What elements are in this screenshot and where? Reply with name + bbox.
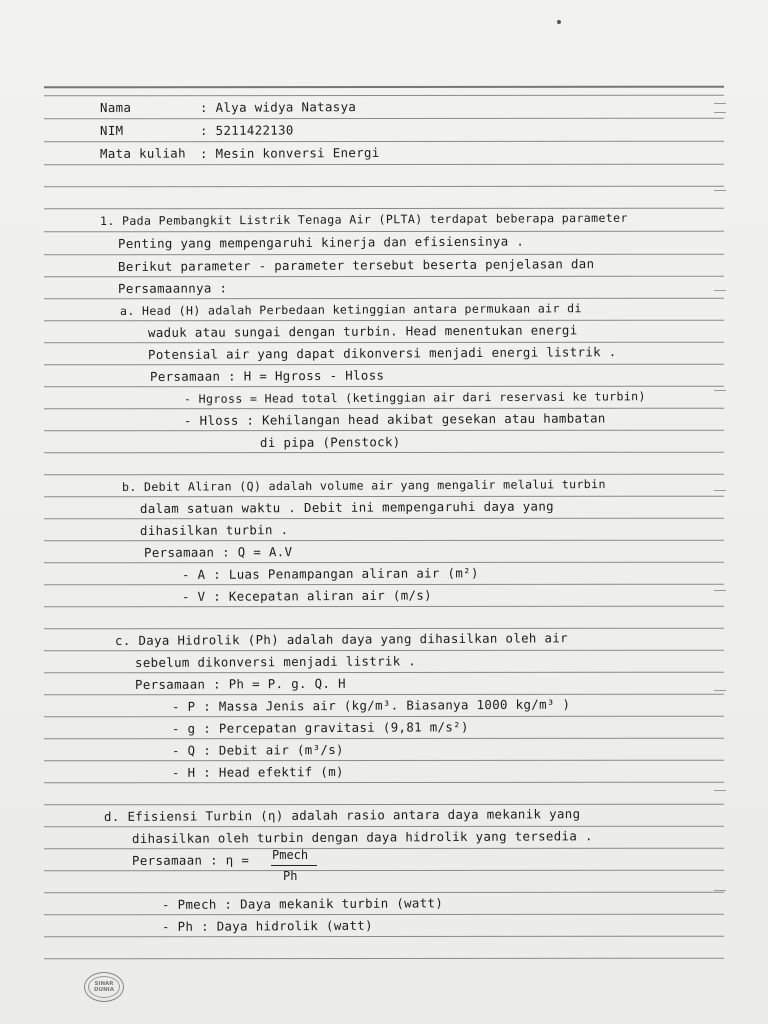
name-label: Nama [99, 99, 132, 115]
text-line: Persamaannya : [117, 280, 228, 296]
fraction-numerator: Pmech [272, 848, 309, 862]
rule-line [44, 606, 724, 608]
rule-line [44, 118, 724, 120]
rule-line [44, 186, 724, 188]
text-line: di pipa (Penstock) [259, 434, 401, 450]
edge-tick [714, 290, 726, 291]
rule-line [44, 452, 724, 454]
rule-line [44, 254, 724, 256]
rule-line [44, 738, 724, 740]
text-line: d. Efisiensi Turbin (η) adalah rasio antara daya mekanik yang [103, 806, 581, 824]
rule-line [44, 650, 724, 652]
notebook-brand-logo [84, 972, 124, 1002]
text-line: a. Head (H) adalah Perbedaan ketinggian antara permukaan air di [119, 301, 582, 318]
name-value: : Alya widya Natasya [199, 99, 357, 115]
text-line: - V : Kecepatan aliran air (m/s) [181, 587, 432, 604]
rule-line [44, 164, 724, 166]
text-line: - P : Massa Jenis air (kg/m³. Biasanya 1000 kg/m³ ) [171, 696, 571, 714]
text-line: - g : Percepatan gravitasi (9,81 m/s²) [171, 719, 469, 736]
rule-line [44, 86, 724, 89]
rule-line [44, 141, 724, 143]
edge-tick [714, 190, 726, 191]
text-line: dalam satuan waktu . Debit ini mempengaruhi daya yang [139, 498, 554, 516]
rule-line [44, 518, 724, 520]
text-line: Persamaan : Ph = P. g. Q. H [134, 675, 346, 692]
edge-tick [714, 890, 726, 891]
text-line: - Hloss : Kehilangan head akibat gesekan atau hambatan [183, 410, 606, 428]
text-line: - Pmech : Daya mekanik turbin (watt) [161, 895, 444, 912]
course-value: : Mesin konversi Energi [199, 144, 380, 161]
edge-tick [714, 112, 726, 113]
text-line: dihasilkan turbin . [139, 522, 289, 538]
text-line: Penting yang mempengaruhi kinerja dan efisiensinya . [117, 233, 525, 251]
logo-text-line-1: SINAR [94, 981, 114, 987]
rule-line [44, 276, 724, 278]
edge-tick [714, 103, 726, 104]
text-line: b. Debit Aliran (Q) adalah volume air yang mengalir melalui turbin [121, 477, 606, 494]
text-line: Berikut parameter - parameter tersebut beserta penjelasan dan [117, 256, 595, 274]
rule-line [44, 298, 724, 300]
text-line: Persamaan : Q = A.V [143, 544, 293, 560]
rule-line [44, 716, 724, 718]
nim-value: : 5211422130 [199, 122, 294, 138]
text-line: sebelum dikonversi menjadi listrik . [134, 653, 417, 670]
edge-tick [714, 790, 726, 791]
text-line: - Ph : Daya hidrolik (watt) [161, 917, 373, 934]
text-line: - Q : Debit air (m³/s) [171, 741, 344, 758]
edge-tick [714, 590, 726, 591]
rule-line [44, 804, 724, 806]
rule-line [44, 562, 724, 564]
fraction-bar [271, 865, 317, 866]
rule-line [44, 936, 724, 938]
rule-line [44, 672, 724, 674]
edge-tick [714, 690, 726, 691]
rule-line [44, 342, 724, 344]
rule-line [44, 870, 724, 872]
rule-line [44, 628, 724, 630]
rule-line [44, 408, 724, 410]
rule-line [44, 231, 724, 233]
logo-text-line-2: DUNIA [94, 987, 114, 993]
fraction-denominator: Ph [283, 869, 298, 883]
rule-line [44, 540, 724, 542]
course-label: Mata kuliah [99, 145, 186, 161]
text-line: waduk atau sungai dengan turbin. Head menentukan energi [147, 322, 578, 340]
rule-line [44, 892, 724, 894]
edge-tick [714, 390, 726, 391]
text-line: - H : Head efektif (m) [171, 763, 344, 780]
rule-line [44, 474, 724, 476]
rule-line [44, 430, 724, 432]
rule-line [44, 760, 724, 762]
text-line: c. Daya Hidrolik (Ph) adalah daya yang dihasilkan oleh air [114, 630, 569, 648]
rule-line [44, 95, 724, 97]
text-line: - Hgross = Head total (ketinggian air dari reservasi ke turbin) [183, 389, 646, 406]
rule-line [44, 914, 724, 916]
text-line: Persamaan : η = [131, 852, 250, 868]
rule-line [44, 496, 724, 498]
rule-line [44, 364, 724, 366]
rule-line [44, 782, 724, 784]
nim-label: NIM [99, 122, 124, 138]
rule-line [44, 320, 724, 322]
edge-tick [714, 490, 726, 491]
rule-line [44, 958, 724, 960]
text-line: - A : Luas Penampangan aliran air (m²) [181, 565, 479, 582]
logo-text [94, 981, 114, 993]
rule-line [44, 694, 724, 696]
rule-line [44, 826, 724, 828]
rule-line [44, 584, 724, 586]
text-line: 1. Pada Pembangkit Listrik Tenaga Air (PLTA) terdapat beberapa parameter [99, 210, 628, 228]
text-line: dihasilkan oleh turbin dengan daya hidrolik yang tersedia . [131, 828, 593, 846]
text-line: Potensial air yang dapat dikonversi menjadi energi listrik . [147, 344, 617, 362]
text-line: Persamaan : H = Hgross - Hloss [149, 367, 385, 384]
logo-inner-ring [88, 976, 120, 998]
rule-line [44, 848, 724, 850]
